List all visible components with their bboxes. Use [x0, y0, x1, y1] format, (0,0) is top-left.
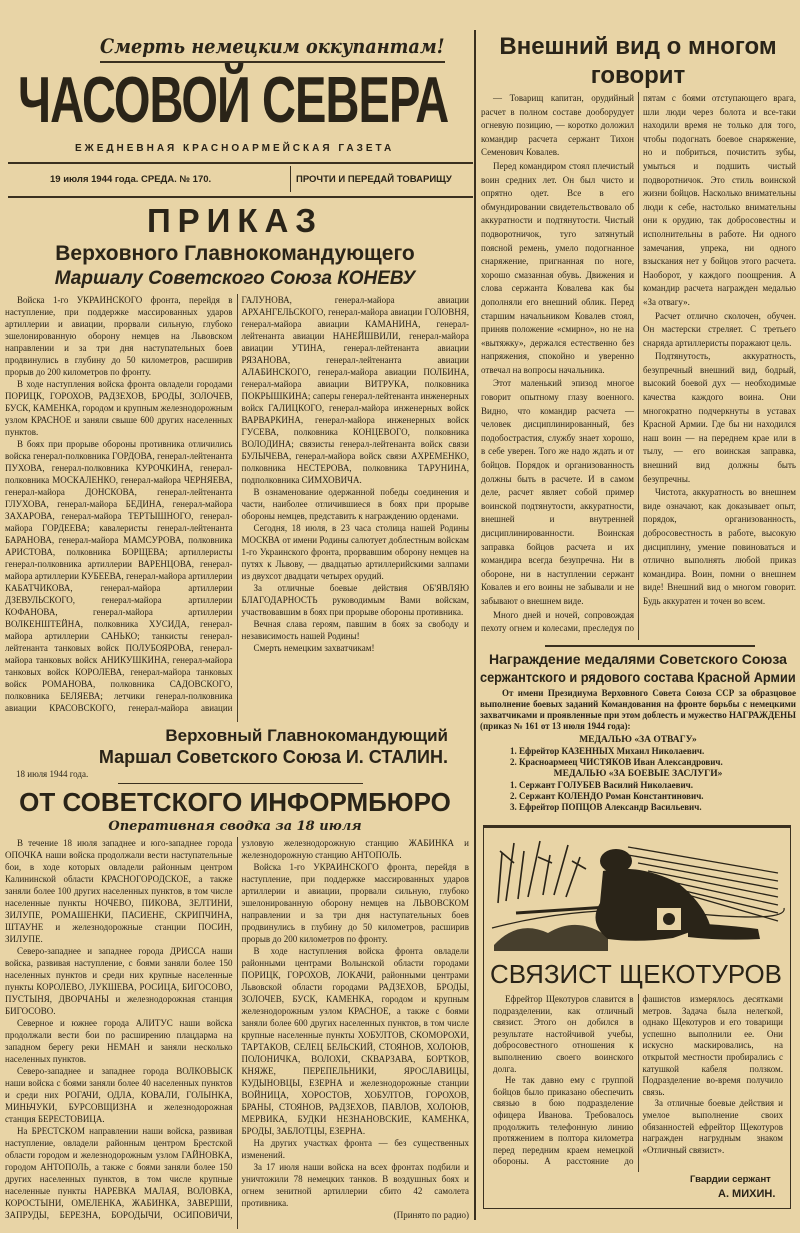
signalman-author-rank: Гвардии сержант — [690, 1174, 771, 1185]
order-paragraph: Вечная слава героям, павшим в боях за свободу и независимость нашей Родины! — [241, 619, 469, 641]
masthead-motto: ПРОЧТИ И ПЕРЕДАЙ ТОВАРИЩУ — [296, 174, 452, 185]
order-paragraph: Сегодня, 18 июля, в 23 часа столица нашей Родины МОСКВА от имени Родины салютует доблестным войскам 1-го Украинского фронта, прорвавшим оборону немцев на путях к Львову, — двадцатью артиллерийскими залпами из двухсот двадцати четырех орудий. — [241, 523, 469, 581]
award-recipient: 2. Сержант КОЛЕНДО Роман Константинович. — [510, 791, 704, 801]
informburo-paragraph: На БРЕСТСКОМ направлении наши войска, развивая наступление, овладели районным центром Брестской области городом и железнодорожным узлом ГАЙНОВКА, городом АНТОПОЛЬ, а также с боями заняли более 150 других населенных пунктов, в том числе крупные населенные пункты НАРЕВКА МАЛАЯ, ВОЛОВКА, КОРОСТЫНИ, ОМЕЛЕНКА, ЖАБИНКА, ЗАВЕРШИ, ЗАПРУДЫ, БЕРЕЗНА, БОРОДЫЧИ, ОСИПОВИЧИ, узловую железнодорожную станцию ЖАБИНКА и железнодорожную станцию АНТОПОЛЬ. — [5, 838, 469, 1220]
order-paragraph: Войска 1-го УКРАИНСКОГО фронта, перейдя в наступление, при поддержке массированных ударов артиллерии и авиации, прорвали сильную, глубоко эшелонированную оборону немцев на Львовском направлении и за три дня наступательных боев продвинулись в глубину до 50 километров, расширив прорыв до 200 километров по фронту. — [5, 295, 233, 377]
informburo-paragraph: В течение 18 июля западнее и юго-западнее города ОПОЧКА наши войска продолжали вести наступательные бои, в ходе которых овладели районным центром Калининской области КРАСНОГОРОДСКОЕ, а также заняли более 100 других населенных пунктов, в том числе населенные пункты НОЧЕВО, ПИКОВА, ЗЕЛТИНИ, ЗИЛУПЕ, РОМАШЕНКИ, ПАСИЕНЕ, СКРИПЧИНА, ШТАУНЕ и железнодорожные станции ПОСИН, ЗИЛУПЕ. — [5, 838, 233, 944]
masthead-slogan: Смерть немецким оккупантам! — [100, 34, 445, 58]
award-recipient: 2. Красноармеец ЧИСТЯКОВ Иван Александрович. — [510, 757, 723, 767]
signalman-body — [493, 994, 783, 1172]
order-date: 18 июля 1944 года. — [16, 769, 89, 779]
signalman-author-name: А. МИХИН. — [718, 1188, 776, 1200]
signalman-title: СВЯЗИСТ ЩЕКОТУРОВ — [490, 959, 782, 989]
appearance-paragraph: Расчет отлично сколочен, обучен. Он мастерски стреляет. С третьего снаряда артиллеристы поражают цель. — [643, 310, 796, 348]
order-title: ПРИКАЗ — [146, 202, 324, 239]
award-recipient: 3. Ефрейтор ПОПЦОВ Александр Васильевич. — [510, 802, 702, 812]
order-paragraph: В боях при прорыве обороны противника отличились войска генерал-полковника ГОРДОВА, генерал-лейтенанта ПУХОВА, генерал-полковника КУРОЧКИНА, генерал-полковника МОСКАЛЕНКО, генерал-майора ЧЕРНЯЕВА, генерал-майора ДОНСКОВА, генерал-лейтенанта ГЛУХОВА, генерал-майора БЕДИНА, генерал-майора ЗАХАРОВА, генерал-майора ТЕРТЫШНОГО, генерал-майора ГОРДЕЕВА; кавалеристы генерал-лейтенанта БАРАНОВА, генерал-майора МАМСУРОВА, полковника АРИСТОВА, полковника БОРЩЕВА; артиллеристы генерал-полковника артиллерии ВАРЕНЦОВА, генерал-майора артиллерии КУБЕЕВА, генерал-майора артиллерии КАБАТЧИКОВА, генерал-майора артиллерии ДЗЕВУЛЬСКОГО, генерал-майора артиллерии КОФАНОВА, генерал-майора артиллерии ВОЛКЕНШТЕЙНА, полковника ХУСИДА, генерал-майора артиллерии САНЬКО; танкисты генерал-лейтенанта танковых войск ПОЛУБОЯРОВА, генерал-майора танковых войск АНИКУШКИНА, генерал-майора танковых войск КОРОЛЕВА, генерал-майора танковых войск РОМАНОВА, полковника САДОВСКОГО, полковника БЕЛЯЕВА; летчики генерал-полковника авиации КРАСОВСКОГО, генерал-майора авиации ГАЛУНОВА, генерал-майора авиации АРХАНГЕЛЬСКОГО, генерал-майора авиации ГОЛОВНЯ, генерал-майора авиации КАМАНИНА, генерал-лейтенанта авиации НАНЕЙШВИЛИ, генерал-майора авиации УТИНА, генерал-лейтенанта авиации РЯЗАНОВА, генерал-лейтенанта авиации АЛАБИНСКОГО, генерал-майора авиации ПОЛБИНА, генерал-майора авиации ВИТРУКА, полковника ПОКРЫШКИНА; саперы генерал-лейтенанта инженерных войск ГАЛИЦКОГО, генерал-майора инженерных войск ВАРВАРКИНА, генерал-майора инженерных войск ГУСЕВА, полковника КОНЦЕВОГО, полковника ВОЛОДИНА; связисты генерал-лейтенанта войск связи БУЛЫЧЕВА, генерал-майора войск связи АХРЕМЕНКО, полковника НЕСТЕРОВА, полковника ТАРУНИНА, подполковника СИМХОВИЧА. — [5, 295, 469, 713]
order-paragraph: В ознаменование одержанной победы соединения и части, наиболее отличившиеся в боях при прорыве обороны немцев, представить к награждению орденами. — [241, 487, 469, 521]
slogan-underline — [100, 61, 445, 63]
dateline-top-rule — [8, 162, 473, 164]
informburo-title: ОТ СОВЕТСКОГО ИНФОРМБЮРО — [19, 787, 451, 817]
order-addressee: Маршалу Советского Союза КОНЕВУ — [54, 268, 416, 289]
awards-medal1-list — [480, 746, 796, 768]
dateline-bottom-rule — [8, 196, 473, 198]
signalman-paragraph: Не так давно ему с группой бойцов было приказано обеспечить связью в бою подразделение офицера Иванова. Требовалось продолжить телефонную линию протяжением в полтора километра перед передним краем немецкой обороны. А расстояние до фашистов измерялось десятками метров. Задача была нелегкой, однако Щекотуров и его товарищи успешно выполнили ее. Они искусно маскировались, на открытой местности пробирались с катушкой кабеля ползком. Подразделение во-время получило связь. — [493, 994, 783, 1167]
informburo-footer: (Принято по радио) — [393, 1210, 469, 1220]
order-paragraph: За отличные боевые действия ОБ'ЯВЛЯЮ БЛАГОДАРНОСТЬ руководимым Вами войскам, участвовавшим в боях при прорыве обороны противника. — [241, 583, 469, 617]
informburo-paragraph: Северное и южнее города АЛИТУС наши войска продолжали вести бои по расширению плацдарма на западном берегу реки НЕМАН и заняли несколько населенных пунктов. — [5, 1018, 233, 1064]
section-divider — [118, 783, 363, 784]
soldier — [596, 849, 761, 941]
informburo-paragraph: Северо-западнее и западнее города ВОЛКОВЫСК наши войска с боями заняли более 40 населенных пунктов и среди них РОГАЧИ, ОДЛА, КОВАЛИ, ГОЛЫНКА, МИНЬЧУКИ, БУРСОВЩИЗНА и железнодорожная станция БЕРЕСТОВИЦА. — [5, 1066, 233, 1124]
informburo-subtitle: Оперативная сводка за 18 июля — [108, 819, 362, 834]
awards-medal2-title: МЕДАЛЬЮ «ЗА БОЕВЫЕ ЗАСЛУГИ» — [553, 769, 723, 779]
grass — [494, 925, 608, 951]
order-signature-title: Верховный Главнокомандующий — [165, 726, 448, 745]
informburo-paragraph: Северо-западнее и западнее города ДРИССА наши войска, развивая наступление, с боями заняли более 150 населенных пунктов и среди них крупные населенные пункты КОРОЛЕВО, ЛУКШЕВА, РОСИЦА, БИГОСОВО, ПУСТЫНЯ, ДВОРЧАНЫ и железнодорожная станция БИГОСОВО. — [5, 946, 233, 1016]
signalman-paragraph: За отличные боевые действия и умелое выполнение своих обязанностей ефрейтор Щекотуров награжден нагрудным знаком «Отличный связист». — [642, 1098, 783, 1155]
appearance-paragraph: Перед командиром стоял плечистый воин средних лет. Он был чисто и опрятно одет. Все в его обмундировании свидетельствовало об аккуратности и подтянутости. Чистый подворотничок, туго затянутый поясной ремень, умело подогнанное снаряжение, пригнанная по ноге, хорошо смазанная обувь. Движения и слова сержанта Ковалева как бы дополняли его внешний облик. Перед старшим начальником Ковалев стоял, приняв положение «смирно», но не на «вытяжку», держался естественно без напряжения, спокойно и уверенно отвечал на вопросы начальника. — [481, 160, 634, 375]
informburo-body — [5, 837, 469, 1229]
informburo-paragraph: В ходе наступления войска фронта овладели районными центрами Волынской области городами ПОРИЦК, ГОРОХОВ, ЛОКАЧИ, районными центрами Львовской области городами РАДЗЕХОВ, БРОДЫ, ЗОЛОЧЕВ, БУСК, КАМЕНКА, городом и крупным железнодорожным узлом КРАСНОЕ, а также с боями заняли более 600 других населенных пунктов, в том числе крупные населенные пункты ХОБУЛТОВ, СКОМОРОХИ, ТАРТАКОВ, СЕЛЕЦ БЕЛЬСКИЙ, СТОЯНОВ, ХОЛОЮВ, ПОЛОНИЧКА, ВОЛОХИ, СКВАРЗАВА, БОРТКОВ, КНЯЖЕ, ПЕРЕПЕЛЬНИКИ, ЯРОСЛАВИЦЫ, КУДЫНОВЦЫ, ЕЗЕРНА и железнодорожные станции ВОЙНИЦА, ХОРОСТОВ, ХОБУЛТОВ, ГОРОХОВ, БРАНЫ, СТОЯНОВ, РАДЗЕХОВ, ПАВЛОВ, ХОЛОЮВ, МЕРВИКА, БУДКИ НЕЗНАНОВСКИЕ, КАМЕНКА, БРОДЫ, ЗАБЛОТЦЫ, ЕЗЕРНА. — [241, 946, 469, 1136]
order-paragraph: Смерть немецким захватчикам! — [253, 643, 375, 653]
section-divider — [545, 645, 755, 647]
appearance-title-line2: говорит — [590, 62, 686, 89]
rifle — [516, 907, 608, 913]
informburo-paragraph: Войска 1-го УКРАИНСКОГО фронта, перейдя в наступление, при поддержке массированных ударов артиллерии и авиации, прорвали сильную, глубоко эшелонированную оборону немцев на ЛЬВОВСКОМ направлении и за три дня наступательных боев продвинулись в глубину до 50 километров, расширив прорыв до 200 километров по фронту. — [241, 862, 469, 944]
column-divider — [474, 30, 476, 1220]
order-signature-name: Маршал Советского Союза И. СТАЛИН. — [98, 747, 448, 767]
award-recipient: 1. Сержант ГОЛУБЕВ Василий Николаевич. — [510, 780, 693, 790]
appearance-title-line1: Внешний вид о многом — [499, 33, 777, 60]
appearance-body — [481, 92, 796, 640]
awards-title-line1: Награждение медалями Советского Союза — [489, 651, 787, 667]
dateline: 19 июля 1944 года. СРЕДА. № 170. — [50, 174, 212, 185]
masthead-subtitle: ЕЖЕДНЕВНАЯ КРАСНОАРМЕЙСКАЯ ГАЗЕТА — [75, 143, 395, 154]
order-subtitle: Верховного Главнокомандующего — [55, 242, 415, 265]
appearance-paragraph: Чистота, аккуратность во внешнем виде означают, как доказывает опыт, порядок, организованность, добросовестность в работе, высокую дисциплину, умение повиноваться и отлично выполнять любой приказ командира. Воин, помни о внешнем виде! Внешний вид о многом говорит. Будь аккуратен и точен во всем. — [643, 487, 796, 606]
order-body — [5, 294, 469, 722]
masthead-title: ЧАСОВОЙ СЕВЕРА — [18, 63, 449, 137]
awards-title-line2: сержантского и рядового состава Красной Армии — [480, 669, 796, 685]
awards-intro: От имени Президиума Верховного Совета Союза ССР за образцовое выполнение боевых заданий Командования на фронте борьбы с немецкими захватчиками и проявленные при этом доблесть и мужество НАГРАЖДЕНЫ (приказ № 161 от 13 июля 1944 года): — [480, 688, 796, 731]
informburo-paragraph: За 17 июля наши войска на всех фронтах подбили и уничтожили 78 немецких танков. В воздушных боях и огнем зенитной артиллерии сбито 42 самолета противника. — [241, 1162, 469, 1208]
award-recipient: 1. Ефрейтор КАЗЕННЫХ Михаил Николаевич. — [510, 746, 705, 756]
informburo-paragraph: На других участках фронта — без существенных изменений. — [241, 1138, 469, 1160]
appearance-paragraph: — Товарищ капитан, орудийный расчет в полном составе дооборудует огневую позицию, — коротко доложил командир расчета сержант Тихон Семенович Ковалев. — [481, 93, 634, 158]
dateline-divider — [290, 166, 291, 192]
appearance-paragraph: Этот маленький эпизод многое говорит опытному глазу военного. Видно, что командир расчета — человек дисциплинированный, без подобострастия, службу знает хорошо, в себе уверен. Того же надо ждать и от бойцов. Порядок и организованность должны быть в расчете. И в самом деле, расчет являет собой пример воинской подтянутости, аккуратности, внешней и внутренней дисциплинированности. Воинская заправка бойцов расчета и их командира всегда безупречна. Ни в обороне, ни в наступлении сержант Ковалев и его воины не забывали и не забывают о внешнем виде. — [481, 378, 634, 606]
awards-section — [480, 650, 796, 813]
appearance-paragraph: Много дней и ночей, сопровождая пехоту огнем и колесами, преследуя по пятам с боями отступающего врага, шли люди через болота и все-таки находили время не только для того, чтобы подогнать боевое снаряжение, но и побриться, почистить зубы, умыться и подшить чистый подворотничок. Это стиль воинской жизни бойцов. Насколько внимательны люди к себе, настолько внимательны они к орудию, так добросовестны и исполнительны в работе. Ни одного замечания, упрека, ни одного взыскания нет у бойцов этого расчета. Наоборот, у каждого поощрения. А командир расчета награжден медалью «За отвагу». — [481, 93, 796, 634]
appearance-paragraph: Подтянутость, аккуратность, безупречный внешний вид, бодрый, высокий боевой дух — необходимые качества каждого воина. Они многократно подчеркнуты в уставах Красной Армии. Где бы ни находился наш воин — на переднем крае или в тылу, — его воинская заправка, внешний вид должны быть безупречны. — [643, 351, 796, 484]
awards-medal1-title: МЕДАЛЬЮ «ЗА ОТВАГУ» — [579, 735, 697, 745]
order-paragraph: В ходе наступления войска фронта овладели городами ПОРИЦК, ГОРОХОВ, РАДЗЕХОВ, БРОДЫ, ЗОЛОЧЕВ, БУСК, КАМЕНКА, городом и крупным железнодорожным узлом КРАСНОЕ и заняли свыше 600 других населенных пунктов. — [5, 379, 233, 437]
awards-medal2-list — [480, 780, 796, 813]
signalman-paragraph: Ефрейтор Щекотуров славится в подразделении, как отличный связист. Этого он добился в результате настойчивой учебы, добросовестного отношения к выполнению своего воинского долга. — [493, 994, 634, 1074]
soldier-illustration — [488, 833, 786, 951]
bushes — [498, 841, 586, 903]
